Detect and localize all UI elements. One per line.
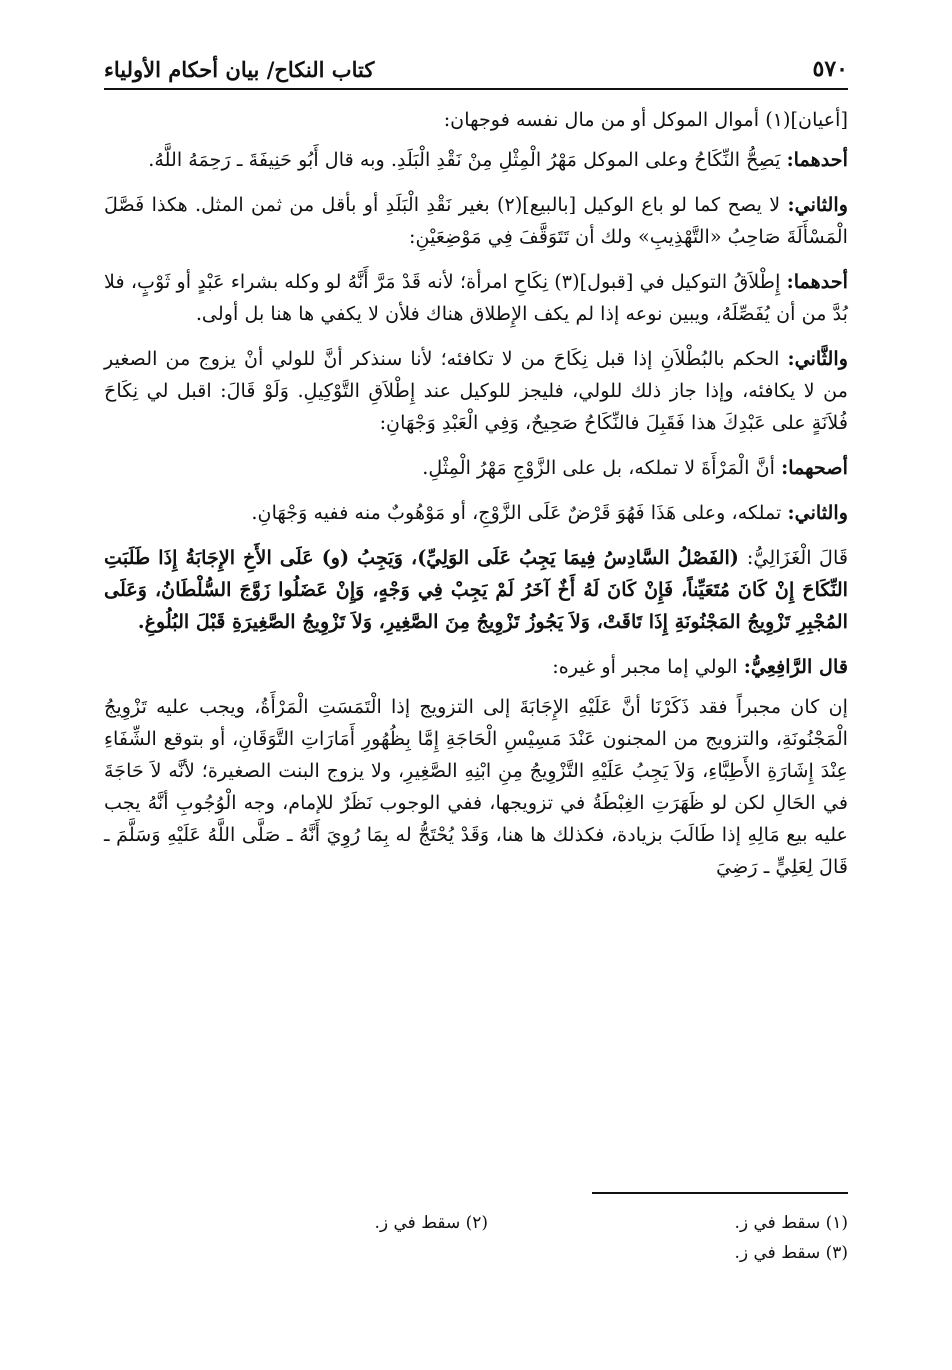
paragraph-text: لا يصح كما لو باع الوكيل [بالبيع](٢) بغير نَقْدِ الْبَلَدِ أو بأقل من ثمن المثل. هكذا فَصَّلَ الْمَسْأَلَةَ صَاحِبُ «التَّهْذِيبِ» ولك أن تَتَوَقَّفَ فِي مَوْضِعَيْنِ: bbox=[104, 193, 848, 248]
page-body bbox=[104, 104, 848, 896]
paragraph bbox=[104, 144, 848, 176]
paragraph-lead: والثاني: bbox=[787, 501, 848, 524]
page-header bbox=[104, 40, 848, 90]
paragraph-lead: قَالَ الْغَزَالِيُّ: bbox=[746, 546, 848, 569]
running-title: كتاب النكاح/ بيان أحكام الأولياء bbox=[104, 57, 375, 82]
paragraph-text: [أعيان](١) أموال الموكل أو من مال نفسه فوجهان: bbox=[443, 108, 848, 131]
paragraph-lead: أحدهما: bbox=[786, 148, 848, 171]
ghazali-matn-paragraph bbox=[104, 542, 848, 638]
paragraph bbox=[104, 452, 848, 484]
book-page bbox=[104, 40, 848, 1340]
footnote: (٣) سقط في ز. bbox=[734, 1243, 848, 1263]
paragraph-text: إن كان مجبراً فقد ذَكَرْنَا أنَّ عَلَيْهِ الإِجَابَةَ إلى التزويج إذا الْتَمَسَتِ الْمَرْأَةُ، ويجب عليه تَزْوِيجُ الْمَجْنُونَةِ، والتزويج من المجنون عَنْدَ مَسِيْسِ الْحَاجَةِ إِمَّا بِظُهُورِ أَمَارَاتِ التَّوَقَانِ، أو بتوقع الشِّفَاءِ عِنْدَ إِشَارَةِ الأَطِبَّاءِ، وَلاَ يَجِبُ عَلَيْهِ التَّزْوِيجُ مِنِ ابْنِهِ الصَّغِيرِ، ولا يزوج البنت الصغيرة؛ لأنَّه لاَ حَاجَةَ في الحَالِ لكن لو ظَهَرَتِ الغِبْطَةُ في تزويجها، ففي الوجوب نَظَرٌ للإمام، وجه الْوُجُوبِ أنَّهُ يجب عليه بيع مَالِهِ إذا طَالَبَ بزيادة، فكذلك ها هنا، وَقَدْ يُحْتَجُّ له بِمَا رُوِيَ أَنَّهُ ـ صَلَّى اللَّهُ عَلَيْهِ وَسَلَّمَ ـ قَالَ لِعَلِيٍّ ـ رَضِيَ bbox=[104, 695, 848, 878]
paragraph bbox=[104, 691, 848, 883]
paragraph bbox=[104, 651, 848, 683]
paragraph bbox=[104, 104, 848, 136]
paragraph-text: الولي إما مجبر أو غيره: bbox=[552, 655, 744, 678]
paragraph bbox=[104, 266, 848, 330]
page-number: ٥٧٠ bbox=[812, 56, 848, 82]
paragraph bbox=[104, 343, 848, 439]
paragraph-text: إِطْلاَقُ التوكيل في [قبول](٣) نِكَاحِ امرأة؛ لأنه قَدْ مَرَّ أَنَّهُ لو وكله بشراء عَبْدٍ أو ثَوْبٍ، فلا بُدَّ من أن يُفَصِّلَهُ، ويبين نوعه إذا لم يكف الإِطلاق هناك فلأن لا يكفي ها هنا بل أولى. bbox=[104, 270, 848, 325]
paragraph-text: أنَّ الْمَرْأَةَ لا تملكه، بل على الزَّوْجِ مَهْرُ الْمِثْلِ. bbox=[422, 456, 782, 479]
footnotes bbox=[104, 1208, 848, 1268]
paragraph-text: (الفَصْلُ السَّادِسُ فِيمَا يَجِبُ عَلَى الوَلِيِّ)، وَيَجِبُ (و) عَلَى الأَخِ الإِجَابَةُ إِذَا طَلَبَتِ النِّكَاحَ إِنْ كَانَ مُتَعَيِّناً، فَإِنْ كَانَ لَهُ أَخٌ آخَرُ لَمْ يَجِبْ فِي وَجْهٍ، وَإِنْ عَضَلُوا زَوَّجَ السُّلْطَانُ، وَعَلَى المُجْبِرِ تَزْوِيجُ المَجْنُونَةِ إِذَا تَاقَتْ، وَلاَ يَجُوزُ تَزْوِيجُ مِنَ الصَّغِيرِ، وَلاَ تَزْوِيجُ الصَّغِيرَةِ قَبْلَ البُلُوغِ. bbox=[104, 546, 848, 633]
footnote: (٢) سقط في ز. bbox=[374, 1213, 488, 1233]
paragraph bbox=[104, 497, 848, 529]
paragraph-lead: أحدهما: bbox=[786, 270, 849, 293]
paragraph bbox=[104, 189, 848, 253]
paragraph-lead: قال الرَّافِعِيُّ: bbox=[743, 655, 848, 678]
paragraph-text: تملكه، وعلى هَذَا فَهُوَ قَرْضٌ عَلَى الزَّوْجِ، أو مَوْهُوبٌ منه ففيه وَجْهَانِ. bbox=[251, 501, 788, 524]
footnote: (١) سقط في ز. bbox=[734, 1213, 848, 1233]
paragraph-lead: والثاني: bbox=[787, 193, 848, 216]
paragraph-text: يَصِحُّ النِّكَاحُ وعلى الموكل مَهْرُ الْمِثْلِ مِنْ نَقْدِ الْبَلَدِ. وبه قال أَبُو حَنِيفَةَ ـ رَحِمَهُ اللَّهُ. bbox=[148, 148, 787, 171]
footnote-divider bbox=[592, 1192, 848, 1194]
paragraph-text: الحكم بالبُطْلاَنِ إذا قبل نِكَاحَ من لا تكافئه؛ لأنا سنذكر أنَّ للولي أنْ يزوج من الصغير من لا يكافئه، وإذا جاز ذلك للولي، فليجز للوكيل عند إِطْلاَقِ التَّوْكِيلِ. وَلَوْ قَالَ: اقبل لي نِكَاحَ فُلاَنَةٍ على عَبْدِكَ هذا فَقَبِلَ فالنِّكَاحُ صَحِيحٌ، وَفِي الْعَبْدِ وَجْهَانِ: bbox=[104, 347, 848, 434]
paragraph-lead: أصحهما: bbox=[781, 456, 848, 479]
paragraph-lead: والثَّاني: bbox=[787, 347, 848, 370]
